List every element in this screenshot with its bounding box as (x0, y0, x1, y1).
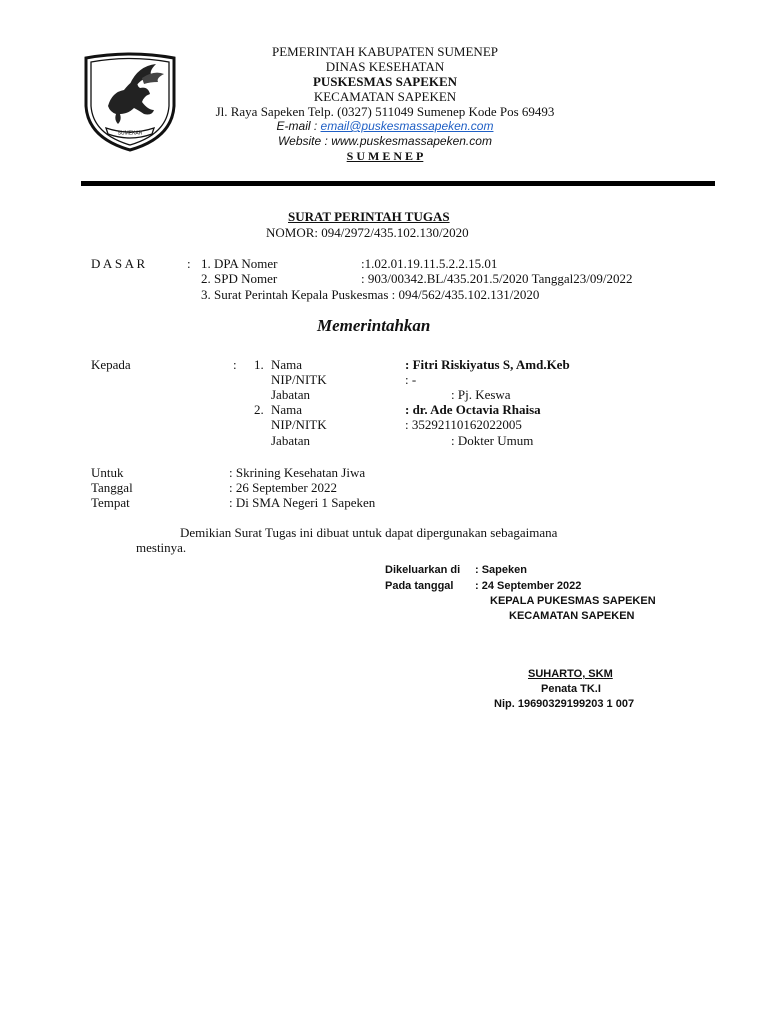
person-2-position: : Dokter Umum (451, 433, 534, 448)
issued-date-value: : 24 September 2022 (475, 580, 582, 592)
person-2-number: 2. (254, 402, 264, 417)
website-line (180, 134, 590, 149)
person-1-position: : Pj. Keswa (451, 387, 511, 402)
person-2-nip-label: NIP/NITK (271, 417, 327, 432)
purpose-label: Untuk (91, 465, 124, 480)
person-2-name-label: Nama (271, 402, 303, 417)
email-link[interactable]: email@puskesmassapeken.com (320, 119, 494, 133)
person-1-name-label: Nama (271, 357, 303, 372)
city-name: S U M E N E P (346, 149, 424, 163)
kepada-label: Kepada (91, 357, 131, 372)
regency-emblem-logo (78, 48, 182, 152)
dasar-item-3: 3. Surat Perintah Kepala Puskesmas : 094/562/435.102.131/2020 (201, 287, 540, 302)
place-value: : Di SMA Negeri 1 Sapeken (229, 495, 376, 510)
person-1-name: : Fitri Riskiyatus S, Amd.Keb (405, 357, 570, 372)
letterhead (180, 44, 590, 164)
closing-line-1: Demikian Surat Tugas ini dibuat untuk dapat dipergunakan sebagaimana (180, 525, 558, 540)
place-label: Tempat (91, 495, 130, 510)
dasar-item-1: 1. DPA Nomer (201, 256, 278, 271)
person-1-number: 1. (254, 357, 264, 372)
address-line: Jl. Raya Sapeken Telp. (0327) 511049 Sumenep Kode Pos 69493 (215, 104, 555, 119)
person-2-position-label: Jabatan (271, 433, 310, 448)
email-line (180, 119, 590, 134)
dasar-item-1-value: :1.02.01.19.11.5.2.2.15.01 (361, 256, 498, 271)
signatory-name: SUHARTO, SKM (528, 668, 613, 680)
department-name: DINAS KESEHATAN (325, 59, 445, 74)
closing-line-2: mestinya. (136, 540, 187, 555)
government-name: PEMERINTAH KABUPATEN SUMENEP (271, 44, 498, 59)
issued-at-value: : Sapeken (475, 564, 527, 576)
document-number: NOMOR: 094/2972/435.102.130/2020 (266, 225, 469, 240)
signatory-nip: Nip. 19690329199203 1 007 (494, 698, 635, 710)
district-name: KECAMATAN SAPEKEN (313, 89, 457, 104)
website-label: Website : (278, 134, 328, 148)
signatory-rank: Penata TK.I (541, 683, 601, 695)
kepada-colon: : (233, 357, 237, 372)
order-heading: Memerintahkan (317, 316, 431, 335)
svg-text:SUMEKAR: SUMEKAR (117, 130, 143, 137)
date-value: : 26 September 2022 (229, 480, 337, 495)
issued-at-label: Dikeluarkan di (385, 564, 461, 576)
dasar-label: D A S A R (91, 256, 146, 271)
person-1-nip: : - (405, 372, 417, 387)
person-1-nip-label: NIP/NITK (271, 372, 327, 387)
signatory-title-2: KECAMATAN SAPEKEN (509, 610, 635, 622)
dasar-colon: : (187, 256, 191, 271)
unit-name: PUSKESMAS SAPEKEN (312, 74, 458, 89)
header-divider (81, 181, 715, 186)
signatory-title-1: KEPALA PUKESMAS SAPEKEN (490, 595, 656, 607)
dasar-item-2: 2. SPD Nomer (201, 271, 278, 286)
issued-date-label: Pada tanggal (385, 580, 454, 592)
email-label: E-mail : (276, 119, 318, 133)
person-1-position-label: Jabatan (271, 387, 310, 402)
website-value: www.puskesmassapeken.com (331, 134, 492, 148)
person-2-nip: : 35292110162022005 (405, 417, 522, 432)
dasar-item-2-value: : 903/00342.BL/435.201.5/2020 Tanggal23/09/2022 (361, 271, 633, 286)
date-label: Tanggal (91, 480, 133, 495)
document-title: SURAT PERINTAH TUGAS (288, 209, 450, 224)
purpose-value: : Skrining Kesehatan Jiwa (229, 465, 366, 480)
person-2-name: : dr. Ade Octavia Rhaisa (405, 402, 541, 417)
